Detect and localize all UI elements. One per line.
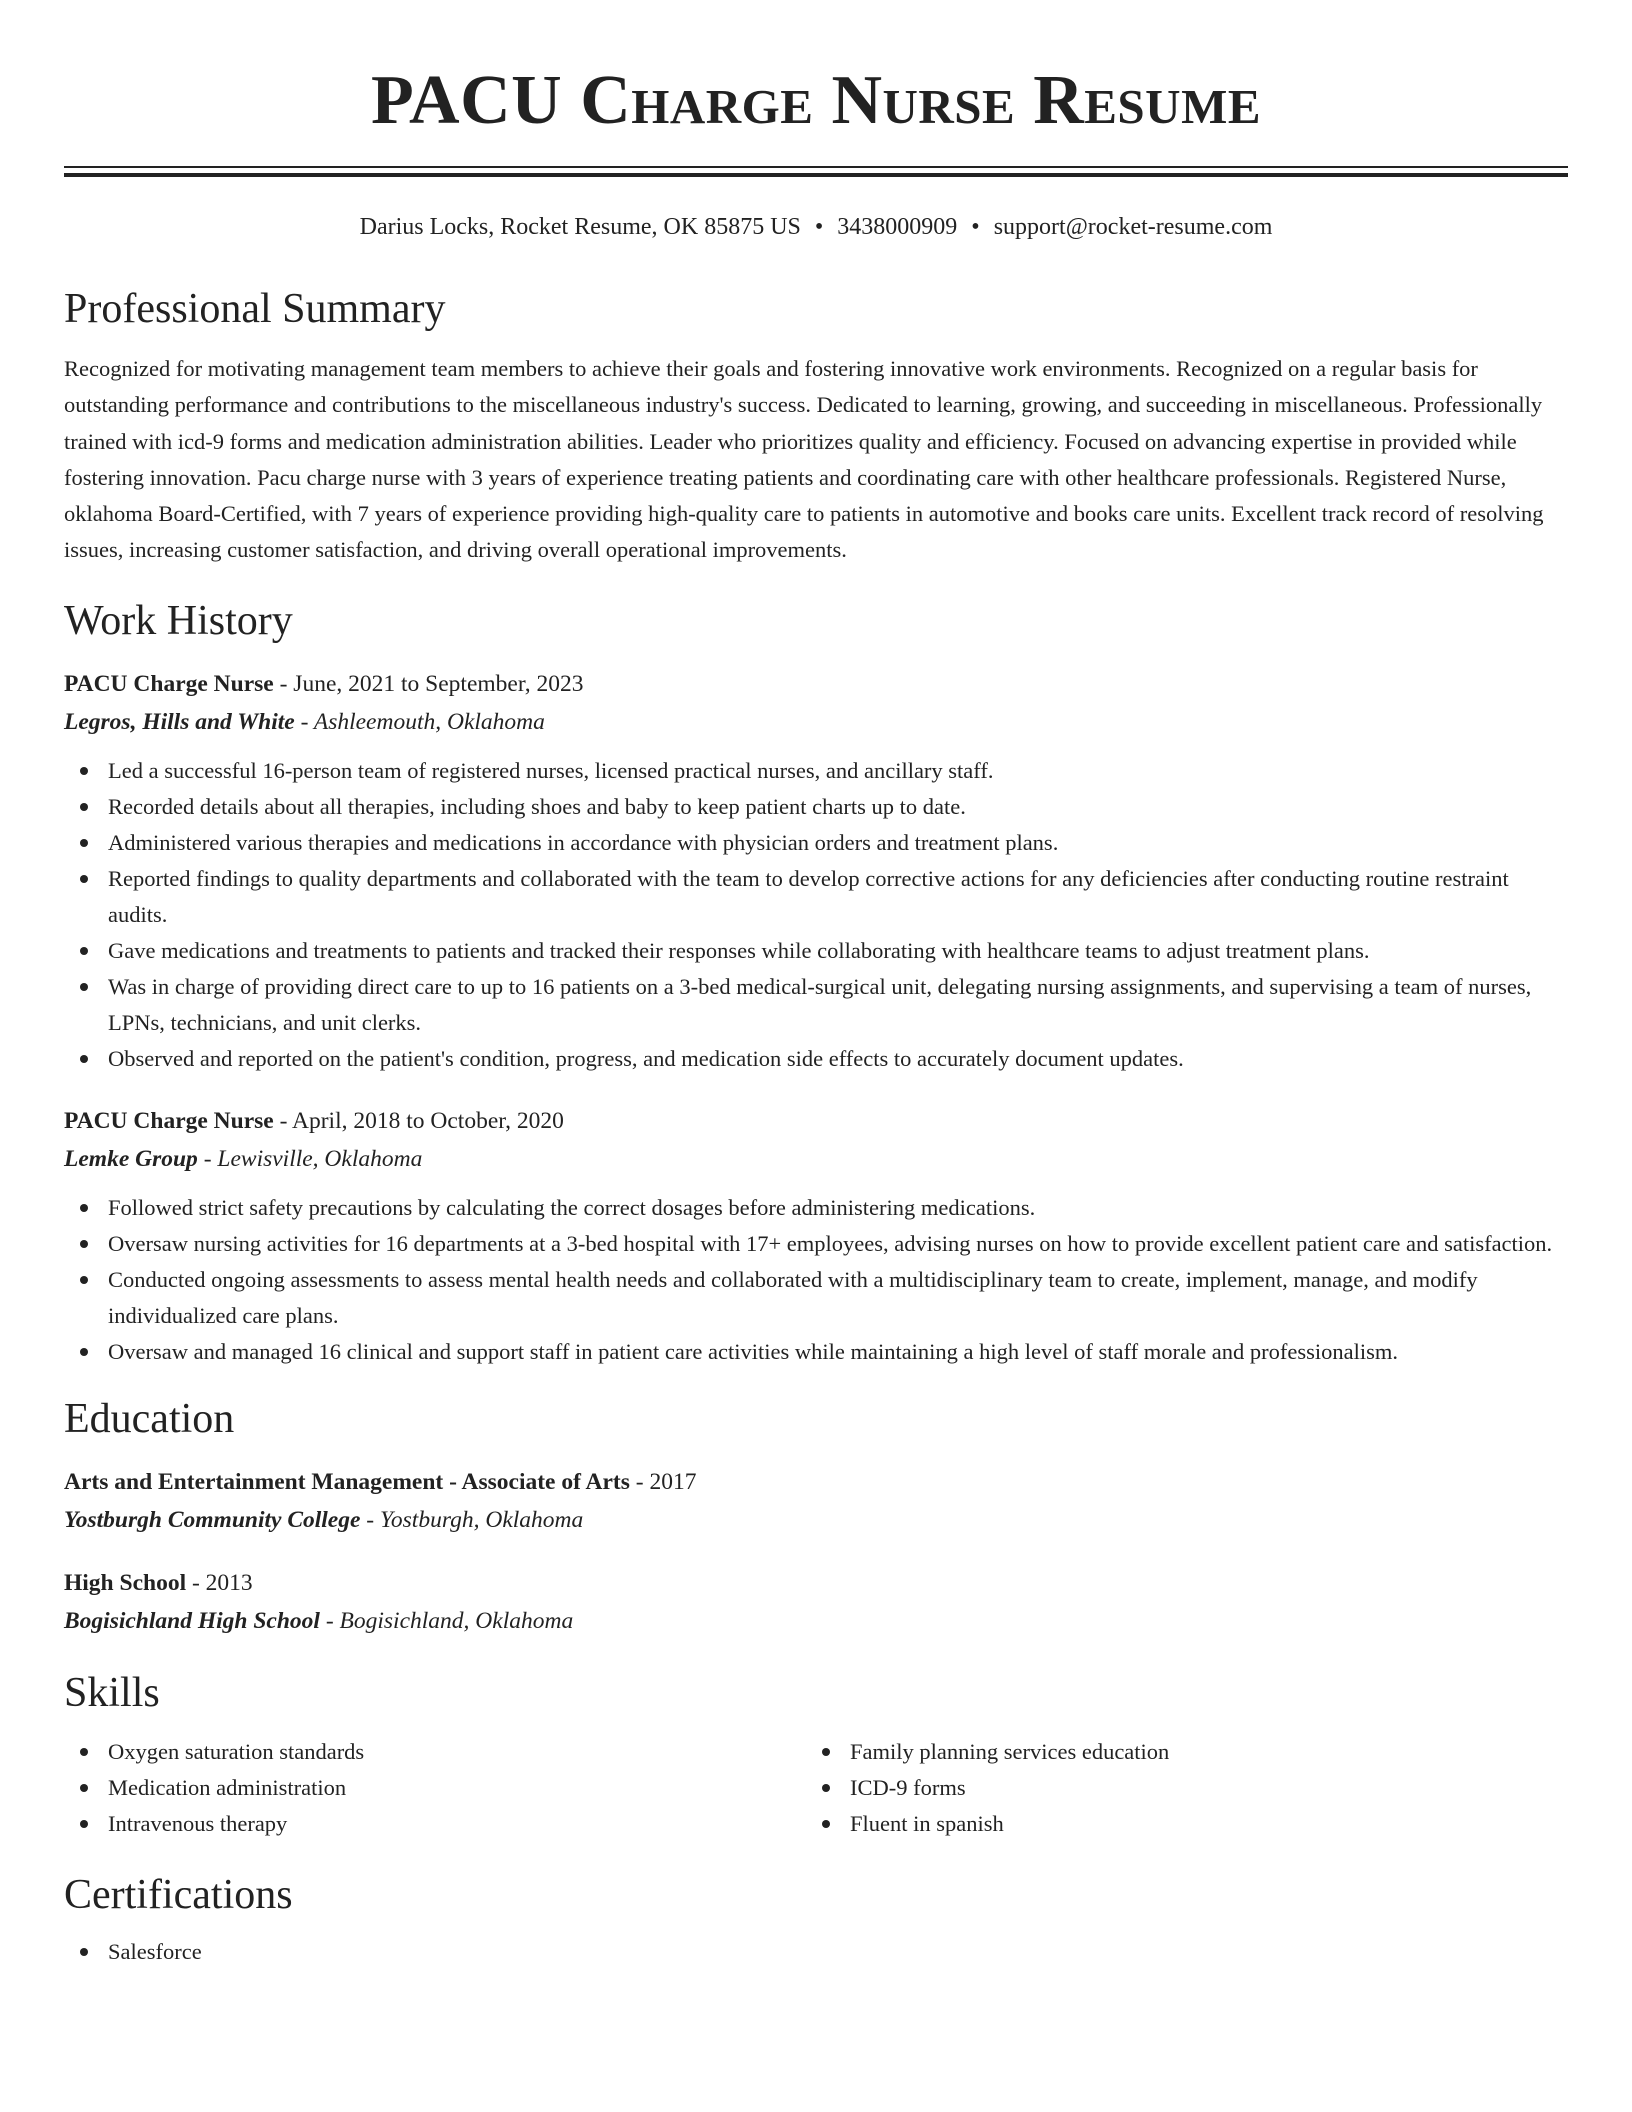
education-entry <box>64 1564 1568 1640</box>
job-entry <box>64 665 1568 1077</box>
certifications-heading: Certifications <box>64 1871 293 1918</box>
list-item: Was in charge of providing direct care to up to 16 patients on a 3-bed medical-surgical unit, delegating nursing assignments, and supervising a team of nurses, LPNs, technicians, and unit clerks. <box>64 969 1568 1041</box>
job-company-line <box>64 703 1568 741</box>
skills-list-left <box>64 1734 806 1842</box>
job-title-line <box>64 665 1568 703</box>
job-title-line <box>64 1102 1568 1140</box>
school-location: - Bogisichland, Oklahoma <box>319 1607 574 1634</box>
job-location: - Ashleemouth, Oklahoma <box>294 708 545 735</box>
school-location: - Yostburgh, Oklahoma <box>360 1506 584 1533</box>
list-item: Oxygen saturation standards <box>64 1734 806 1770</box>
degree-name: High School <box>64 1569 187 1596</box>
list-item: Led a successful 16-person team of registered nurses, licensed practical nurses, and ancillary staff. <box>64 753 1568 789</box>
education-entry <box>64 1463 1568 1539</box>
contact-line <box>64 211 1568 243</box>
degree-line <box>64 1463 1568 1501</box>
contact-separator: • <box>814 214 824 240</box>
job-position: PACU Charge Nurse <box>64 1107 274 1134</box>
school-line <box>64 1501 1568 1539</box>
skills-heading: Skills <box>64 1669 160 1716</box>
list-item: Fluent in spanish <box>806 1806 1548 1842</box>
list-item: Family planning services education <box>806 1734 1548 1770</box>
list-item: Reported findings to quality departments and collaborated with the team to develop corrective actions for any deficiencies after conducting routine restraint audits. <box>64 861 1568 933</box>
school-name: Yostburgh Community College <box>64 1506 361 1533</box>
contact-phone: 3438000909 <box>837 214 958 240</box>
job-company-line <box>64 1140 1568 1178</box>
job-company: Lemke Group <box>64 1145 198 1172</box>
resume-title: PACU Charge Nurse Resume <box>370 62 1261 139</box>
summary-heading: Professional Summary <box>64 286 446 332</box>
list-item: Recorded details about all therapies, including shoes and baby to keep patient charts up to date. <box>64 789 1568 825</box>
list-item: ICD-9 forms <box>806 1770 1548 1806</box>
degree-line <box>64 1564 1568 1602</box>
contact-separator: • <box>971 214 980 240</box>
school-name: Bogisichland High School <box>64 1607 320 1634</box>
job-dates: - April, 2018 to October, 2020 <box>273 1107 564 1134</box>
list-item: Intravenous therapy <box>64 1806 806 1842</box>
job-company: Legros, Hills and White <box>64 708 295 735</box>
job-position: PACU Charge Nurse <box>64 670 274 697</box>
contact-email: support@rocket-resume.com <box>993 214 1273 240</box>
list-item: Oversaw nursing activities for 16 departments at a 3-bed hospital with 17+ employees, advising nurses on how to provide excellent patient care and satisfaction. <box>64 1226 1568 1262</box>
job-location: - Lewisville, Oklahoma <box>197 1145 423 1172</box>
list-item: Observed and reported on the patient's condition, progress, and medication side effects to accurately document updates. <box>64 1041 1568 1077</box>
certifications-list <box>64 1934 1568 1970</box>
degree-name: Arts and Entertainment Management - Associate of Arts <box>64 1468 630 1495</box>
list-item: Salesforce <box>64 1934 1568 1970</box>
list-item: Oversaw and managed 16 clinical and support staff in patient care activities while maintaining a high level of staff morale and professionalism. <box>64 1334 1568 1370</box>
list-item: Administered various therapies and medications in accordance with physician orders and treatment plans. <box>64 825 1568 861</box>
job-duties-list <box>64 753 1568 1077</box>
work-history-heading: Work History <box>64 597 293 644</box>
list-item: Conducted ongoing assessments to assess mental health needs and collaborated with a multidisciplinary team to create, implement, manage, and modify individualized care plans. <box>64 1262 1568 1334</box>
job-entry <box>64 1102 1568 1370</box>
job-duties-list <box>64 1190 1568 1370</box>
job-dates: - June, 2021 to September, 2023 <box>273 670 584 697</box>
skills-grid <box>64 1734 1568 1842</box>
education-heading: Education <box>64 1395 235 1442</box>
title-divider <box>64 166 1568 177</box>
skills-list-right <box>806 1734 1548 1842</box>
degree-year: - 2013 <box>186 1569 253 1596</box>
list-item: Followed strict safety precautions by calculating the correct dosages before administering medications. <box>64 1190 1568 1226</box>
list-item: Medication administration <box>64 1770 806 1806</box>
summary-text: Recognized for motivating management team members to achieve their goals and fostering innovative work environments. Recognized on a regular basis for outstanding performance and contributions to the miscellaneous industry's success. Dedicated to learning, growing, and succeeding in miscellaneous. Professionally trained with icd-9 forms and medication administration abilities. Leader who prioritizes quality and efficiency. Focused on advancing expertise in provided while fostering innovation. Pacu charge nurse with 3 years of experience treating patients and coordinating care with other healthcare professionals. Registered Nurse, oklahoma Board-Certified, with 7 years of experience providing high-quality care to patients in automotive and books care units. Excellent track record of resolving issues, increasing customer satisfaction, and driving overall operational improvements. <box>64 356 1544 563</box>
contact-address: Darius Locks, Rocket Resume, OK 85875 US <box>359 214 801 240</box>
degree-year: - 2017 <box>629 1468 697 1495</box>
list-item: Gave medications and treatments to patients and tracked their responses while collaborating with healthcare teams to adjust treatment plans. <box>64 933 1568 969</box>
school-line <box>64 1602 1568 1640</box>
